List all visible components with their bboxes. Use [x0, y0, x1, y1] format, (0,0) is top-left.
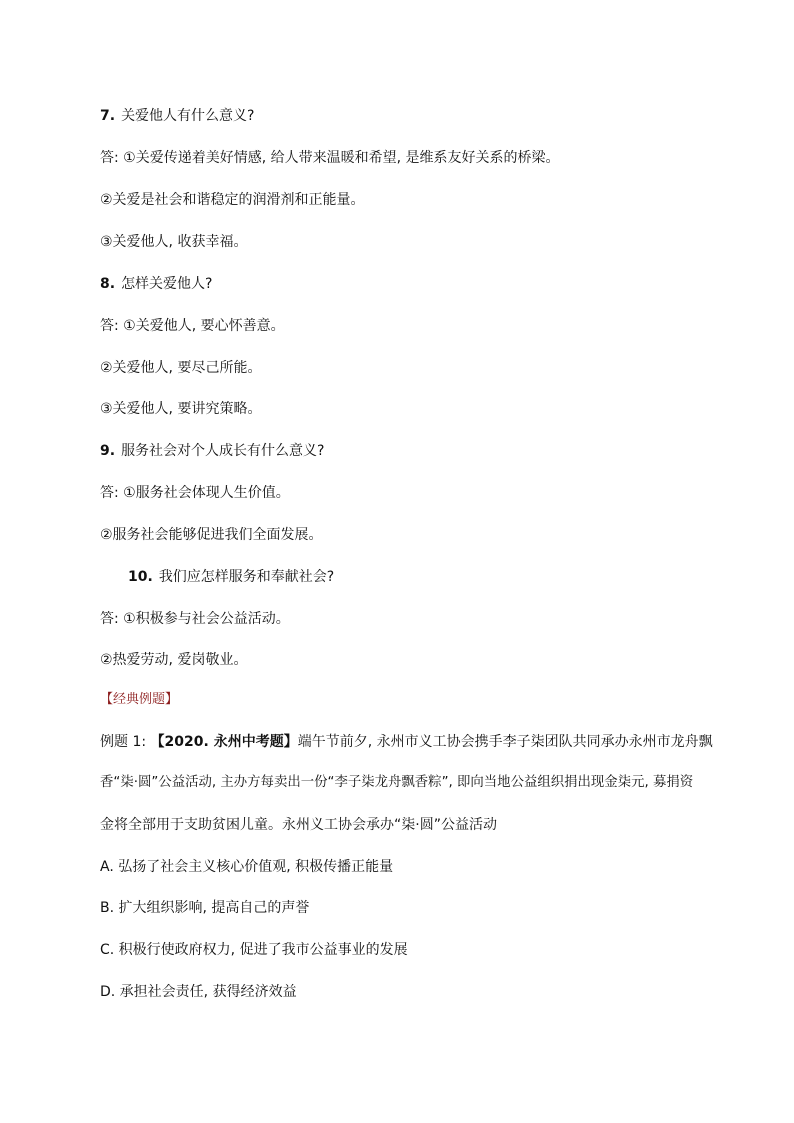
option-a: A. 弘扬了社会主义核心价值观, 积极传播正能量	[100, 859, 394, 875]
question-9-text: 服务社会对个人成长有什么意义?	[121, 443, 325, 459]
question-7	[100, 106, 720, 126]
question-8	[100, 274, 720, 294]
example-prefix: 例题 1:	[100, 734, 151, 750]
question-10-answer-1: 答: ①积极参与社会公益活动。	[100, 611, 290, 627]
question-8-answer-1: 答: ①关爱他人, 要心怀善意。	[100, 318, 285, 334]
question-10-text: 我们应怎样服务和奉献社会?	[158, 569, 335, 585]
question-9-answer-1: 答: ①服务社会体现人生价值。	[100, 485, 290, 501]
question-8-answer-3: ③关爱他人, 要讲究策略。	[100, 401, 262, 417]
example-line-1	[100, 732, 720, 752]
example-source: 【2020. 永州中考题】	[150, 734, 298, 750]
example-line-2: 香“柒·圆”公益活动, 主办方每卖出一份“李子柒龙舟飘香粽”, 即向当地公益组织捐出现金柒元, 募捐资	[100, 775, 694, 790]
option-b: B. 扩大组织影响, 提高自己的声誉	[100, 900, 310, 916]
question-10	[128, 567, 748, 587]
example-line-3: 金将全部用于支助贫困儿童。永州义工协会承办“柒·圆”公益活动	[100, 817, 497, 833]
question-8-answer-2: ②关爱他人, 要尽己所能。	[100, 360, 262, 376]
question-7-answer-3: ③关爱他人, 收获幸福。	[100, 234, 248, 250]
question-9	[100, 441, 720, 461]
question-7-answer-2: ②关爱是社会和谐稳定的润滑剂和正能量。	[100, 192, 365, 208]
question-7-answer-1: 答: ①关爱传递着美好情感, 给人带来温暖和希望, 是维系友好关系的桥梁。	[100, 150, 560, 166]
question-7-number: 7.	[100, 108, 116, 124]
question-8-text: 怎样关爱他人?	[121, 276, 213, 292]
question-9-answer-2: ②服务社会能够促进我们全面发展。	[100, 527, 323, 543]
question-9-number: 9.	[100, 443, 116, 459]
question-10-answer-2: ②热爱劳动, 爱岗敬业。	[100, 652, 248, 668]
section-title: 【经典例题】	[100, 692, 179, 707]
question-7-text: 关爱他人有什么意义?	[121, 108, 255, 124]
example-text-1: 端午节前夕, 永州市义工协会携手李子柒团队共同承办永州市龙舟飘	[297, 734, 713, 750]
question-10-number: 10.	[128, 569, 153, 585]
option-c: C. 积极行使政府权力, 促进了我市公益事业的发展	[100, 942, 408, 958]
option-d: D. 承担社会责任, 获得经济效益	[100, 984, 297, 1000]
question-8-number: 8.	[100, 276, 116, 292]
